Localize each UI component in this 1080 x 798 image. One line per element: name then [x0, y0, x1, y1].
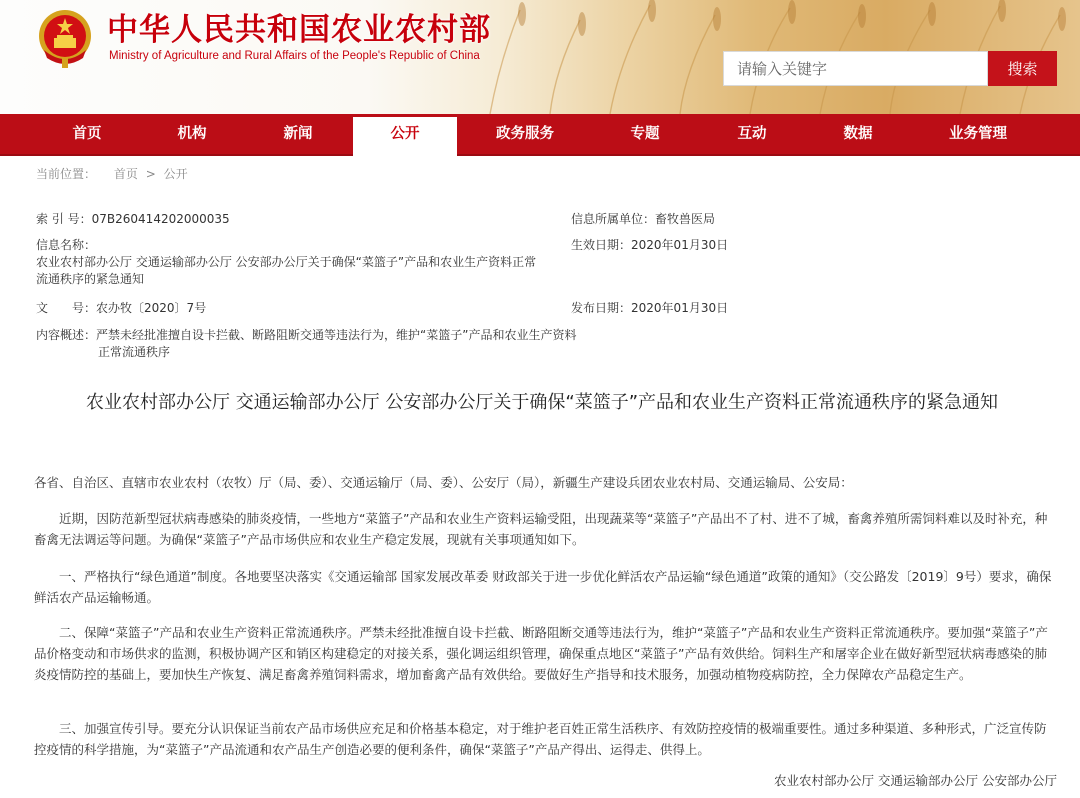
- nav-item-interaction[interactable]: 互动: [737, 126, 767, 142]
- article-paragraph-2: 一、严格执行“绿色通道”制度。各地要坚决落实《交通运输部 国家发展改革委 财政部关于进一步优化鲜活农产品运输“绿色通道”政策的通知》（交公路发〔2019〕9号）要求，确保鲜活农产品运输畅通。: [34, 569, 1052, 605]
- article-paragraph-3: 二、保障“菜篮子”产品和农业生产资料正常流通秩序。严禁未经批准擅自设卡拦截、断路阻断交通等违法行为，维护“菜篮子”产品和农业生产资料正常流通秩序。要加强“菜篮子”产品价格变动和市场供求的监测，积极协调产区和销区构建稳定的对接关系，强化调运组织管理，确保重点地区“菜篮子”产品有效供给。饲料生产和屠宰企业在做好新型冠状病毒感染的肺炎疫情防控的基础上，要加快生产恢复、满足畜禽养殖饲料需求，增加畜禽产品有效供给。要做好生产指导和技术服务，加强动植物疫病防控，全力保障农产品稳定生产。: [34, 625, 1048, 682]
- nav-item-topics[interactable]: 专题: [630, 126, 660, 142]
- article-paragraph-4: 三、加强宣传引导。要充分认识保证当前农产品市场供应充足和价格基本稳定，对于维护老百姓正常生活秩序、有效防控疫情的极端重要性。通过多种渠道、多种形式，广泛宣传防控疫情的科学措施，为“菜篮子”产品流通和农产品生产创造必要的便利条件，确保“菜篮子”产品产得出、运得走、供得上。: [34, 721, 1047, 757]
- nav-item-institutions[interactable]: 机构: [177, 126, 207, 142]
- national-emblem-icon: [36, 6, 94, 70]
- info-index-label: 索 引 号：: [36, 212, 92, 226]
- info-docno-label: 文 号：: [36, 301, 97, 315]
- info-effective-date: [571, 237, 728, 254]
- site-header: [0, 0, 1080, 114]
- nav-item-news[interactable]: 新闻: [283, 126, 313, 142]
- breadcrumb-separator: >: [145, 167, 156, 181]
- breadcrumb: [36, 165, 188, 182]
- info-publish-date: [571, 300, 728, 317]
- article-title: 农业农村部办公厅 交通运输部办公厅 公安部办公厅关于确保“菜篮子”产品和农业生产资料正常流通秩序的紧急通知: [85, 392, 999, 413]
- search-input[interactable]: [723, 51, 988, 86]
- info-publish-value: 2020年01月30日: [631, 301, 729, 315]
- article-salutation: 各省、自治区、直辖市农业农村（农牧）厅（局、委）、交通运输厅（局、委）、公安厅（局），新疆生产建设兵团农业农村局、交通运输局、公安局：: [34, 475, 853, 490]
- info-docno-value: 农办牧〔2020〕7号: [96, 301, 207, 315]
- article-signature: 农业农村部办公厅 交通运输部办公厅 公安部办公厅: [774, 773, 1057, 788]
- info-summary-value: 严禁未经批准擅自设卡拦截、断路阻断交通等违法行为，维护“菜篮子”产品和农业生产资料正常流通秩序: [96, 328, 577, 359]
- info-publish-label: 发布日期：: [571, 301, 632, 315]
- nav-item-business[interactable]: 业务管理: [949, 126, 1007, 142]
- search-button[interactable]: 搜索: [988, 51, 1057, 86]
- main-nav: [0, 114, 1080, 156]
- nav-item-public[interactable]: 公开: [390, 126, 420, 142]
- nav-item-data[interactable]: 数据: [843, 126, 873, 142]
- breadcrumb-home[interactable]: 首页: [113, 167, 138, 181]
- site-title: 中华人民共和国农业农村部: [107, 12, 491, 48]
- info-unit-value: 畜牧兽医局: [655, 212, 716, 226]
- info-docno: [36, 300, 206, 317]
- article-paragraph-1: 近期，因防范新型冠状病毒感染的肺炎疫情，一些地方“菜篮子”产品和农业生产资料运输受阻，出现蔬菜等“菜篮子”产品出不了村、进不了城，畜禽养殖所需饲料难以及时补充，种畜禽无法调运等问题。为确保“菜篮子”产品市场供应和农业生产稳定发展，现就有关事项通知如下。: [34, 511, 1048, 547]
- info-summary: [36, 327, 588, 361]
- breadcrumb-current[interactable]: 公开: [163, 167, 188, 181]
- info-effective-value: 2020年01月30日: [631, 238, 729, 252]
- info-unit: [571, 211, 715, 228]
- info-summary-label: 内容概述：: [36, 328, 97, 342]
- nav-item-home[interactable]: 首页: [72, 126, 102, 142]
- nav-item-services[interactable]: 政务服务: [496, 126, 554, 142]
- info-name-value: 农业农村部办公厅 交通运输部办公厅 公安部办公厅关于确保“菜篮子”产品和农业生产资料正常流通秩序的紧急通知: [36, 255, 537, 286]
- info-index-value: 07B260414202000035: [91, 212, 230, 226]
- info-unit-label: 信息所属单位：: [571, 212, 656, 226]
- breadcrumb-label: 当前位置：: [36, 167, 97, 181]
- info-index: [36, 211, 230, 228]
- info-effective-label: 生效日期：: [571, 238, 632, 252]
- site-title-english: Ministry of Agriculture and Rural Affairs of the People's Republic of China: [109, 50, 480, 62]
- info-name-label: 信息名称：: [36, 238, 97, 252]
